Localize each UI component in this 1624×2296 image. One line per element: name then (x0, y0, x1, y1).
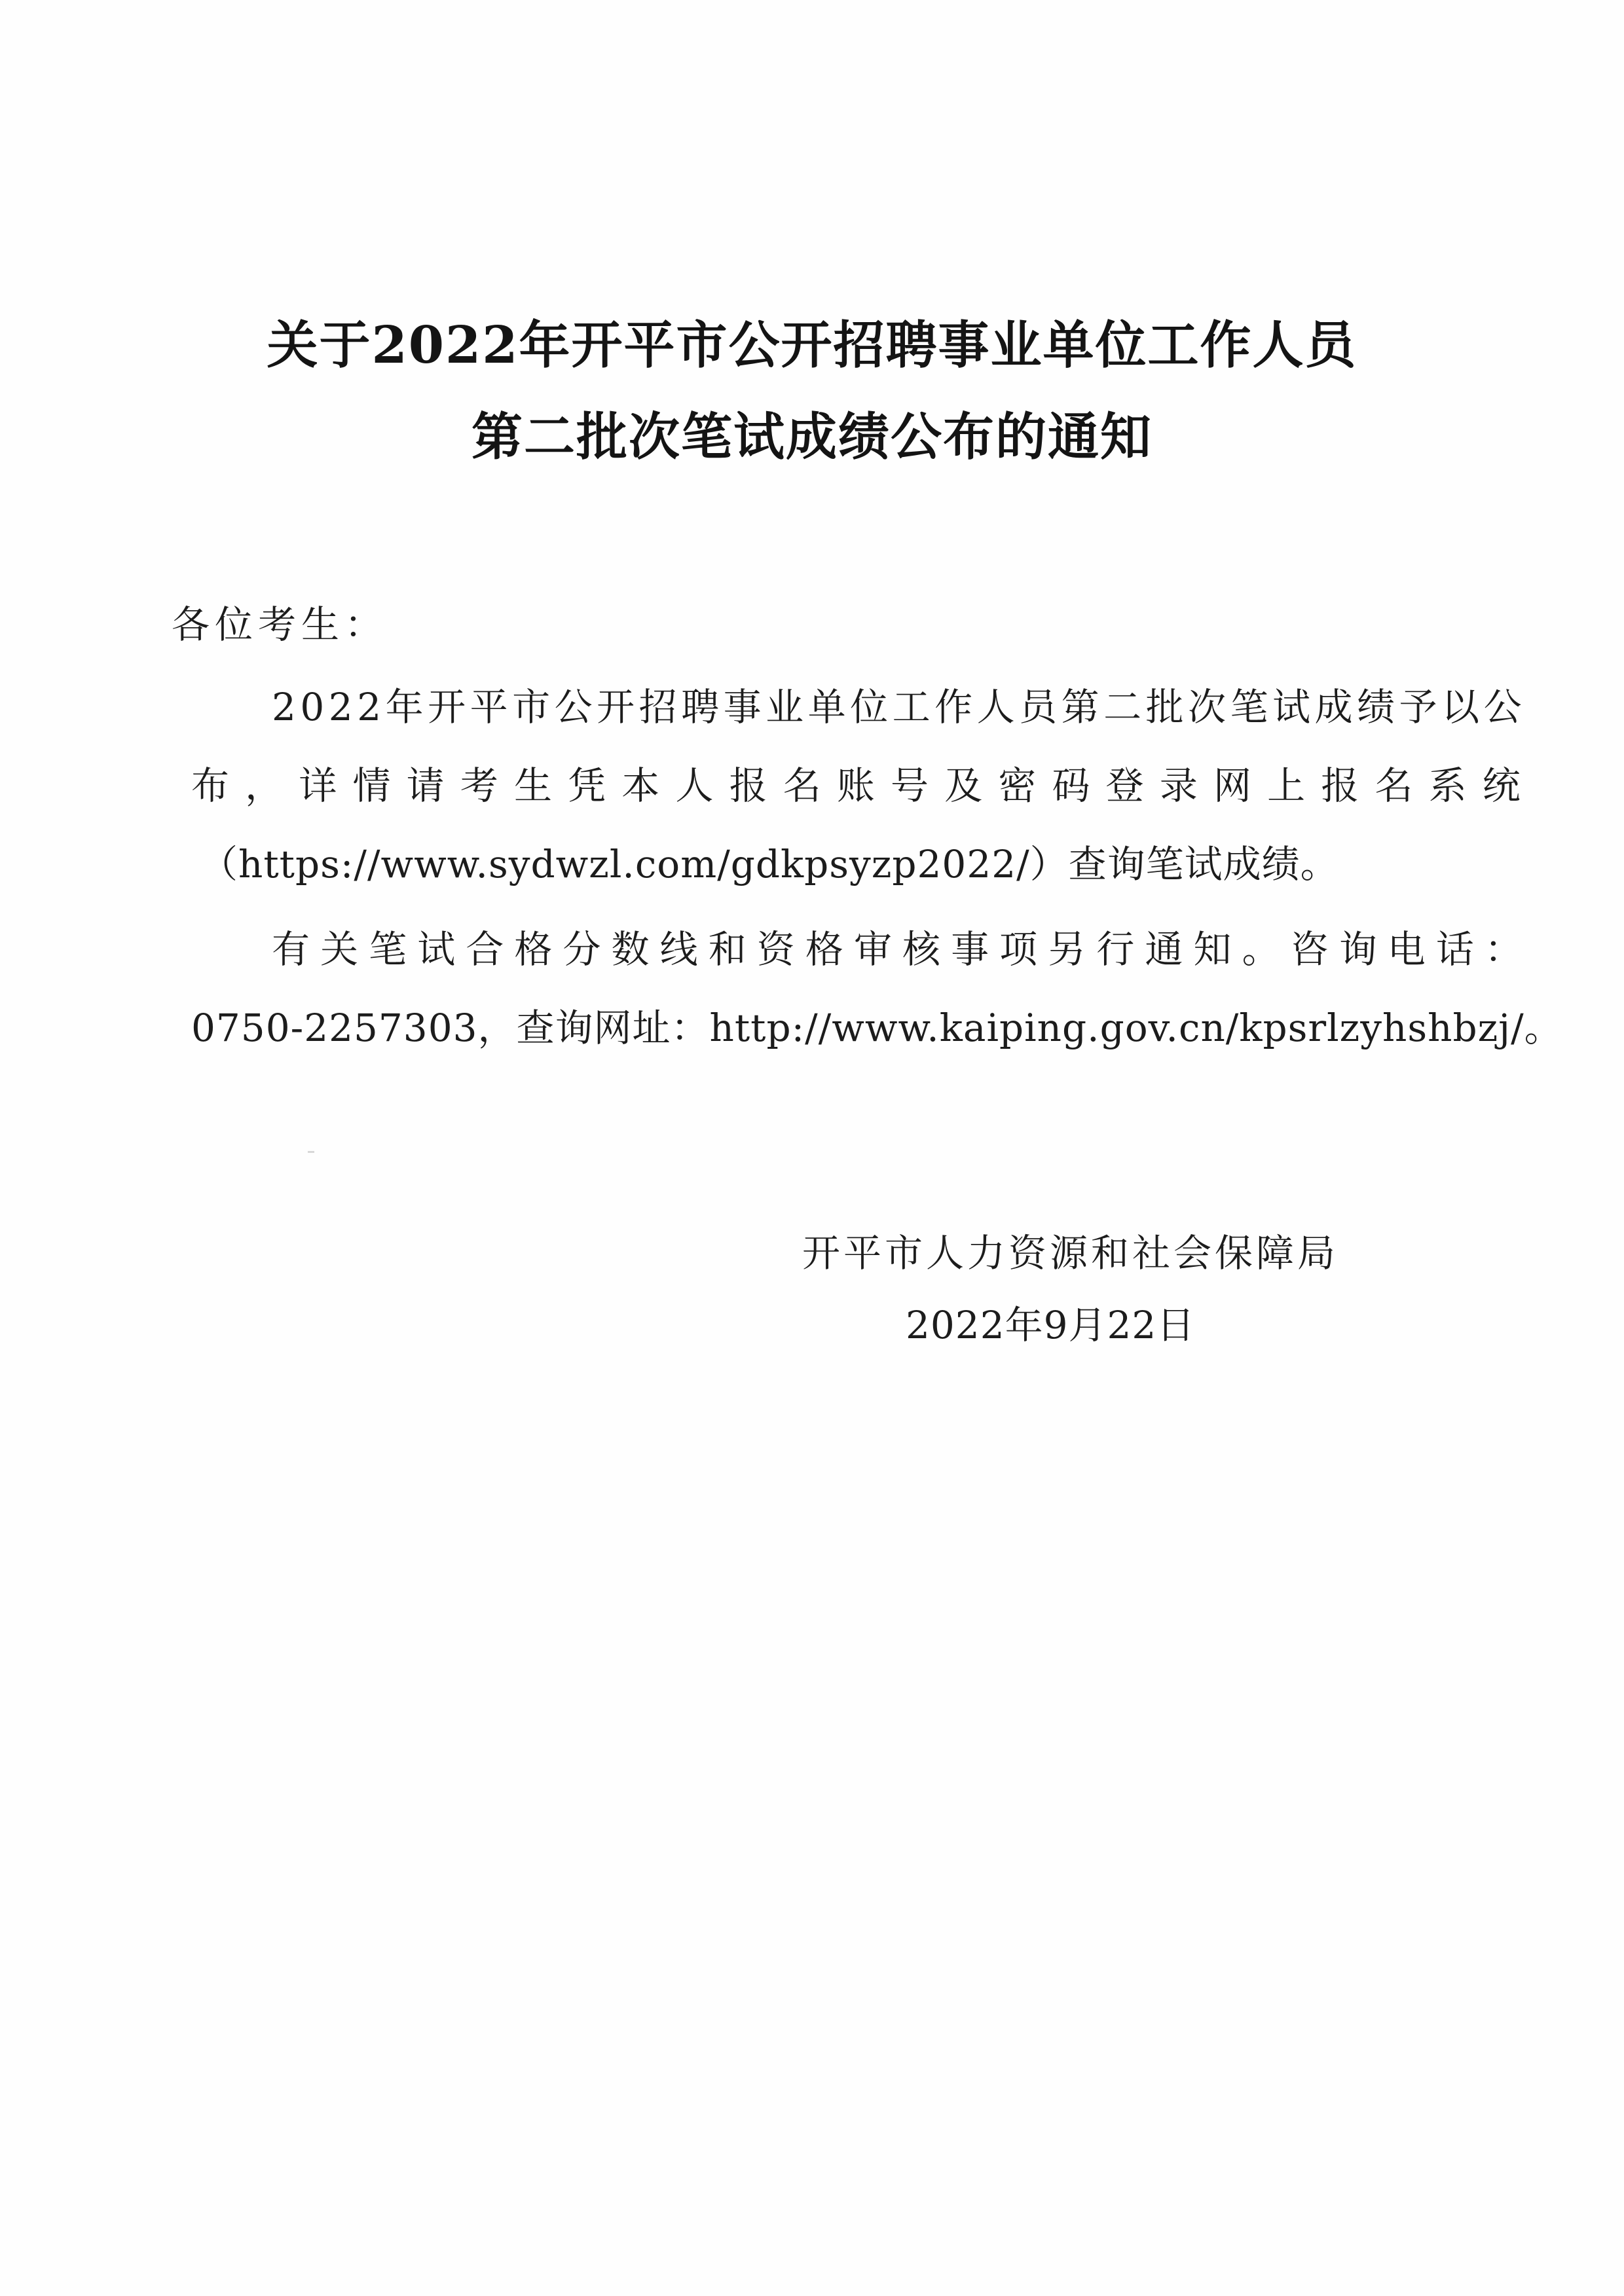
text-char: 关 (320, 927, 359, 972)
text-char: 码 (1052, 763, 1090, 808)
text-char: 报 (1321, 763, 1359, 808)
paragraph-1-line-1: 2022年开平市公开招聘事业单位工作人员第二批次笔试成绩予以公 (272, 685, 1526, 729)
text-char: 密 (998, 763, 1037, 808)
text-char: 名 (1375, 763, 1413, 808)
text-char: 网 (1213, 763, 1251, 808)
scan-speck (308, 1151, 314, 1153)
text-char: 合 (466, 927, 504, 972)
document-title-line-1: 关于2022年开平市公开招聘事业单位工作人员 (267, 316, 1357, 375)
text-char: 通 (1145, 927, 1183, 972)
text-char: 本 (621, 763, 660, 808)
text-char: 情 (352, 763, 391, 808)
text-char: 资 (756, 927, 795, 972)
text-char: 另 (1048, 927, 1086, 972)
paragraph-1-line-2 (191, 762, 1521, 809)
salutation: 各位考生： (172, 602, 388, 647)
text-char: 知 (1193, 927, 1232, 972)
text-char: 询 (1338, 927, 1377, 972)
text-char: 事 (951, 927, 989, 972)
text-char: 布 (191, 763, 230, 808)
text-char: 和 (708, 927, 747, 972)
text-char: 统 (1482, 763, 1521, 808)
text-char: 审 (853, 927, 892, 972)
document-title-line-2: 第二批次笔试成绩公布的通知 (471, 407, 1153, 467)
text-char: 。 (1242, 927, 1280, 972)
paragraph-1-line-3: （https://www.sydwzl.com/gdkpsyzp2022/）查询笔试成绩。 (200, 842, 1339, 886)
text-char: ： (1484, 927, 1522, 972)
text-char: 详 (299, 763, 337, 808)
text-char: 上 (1267, 763, 1306, 808)
paragraph-2-line-2: 0750-2257303，查询网址：http://www.kaiping.gov.cn/kpsrlzyhshbzj/。 (191, 1006, 1563, 1050)
text-char: 人 (675, 763, 714, 808)
signature-date: 2022年9月22日 (906, 1303, 1196, 1347)
text-char: 生 (513, 763, 552, 808)
text-char: 数 (611, 927, 650, 972)
text-char: 咨 (1290, 927, 1329, 972)
paragraph-2-line-1 (272, 926, 1522, 973)
text-char: 笔 (369, 927, 407, 972)
text-char: 及 (944, 763, 983, 808)
text-char: 号 (891, 763, 929, 808)
text-char: 项 (999, 927, 1038, 972)
text-char: 有 (272, 927, 310, 972)
text-char: 请 (406, 763, 445, 808)
text-char: 电 (1387, 927, 1426, 972)
text-char: 线 (659, 927, 698, 972)
text-char: 格 (514, 927, 553, 972)
text-char: 系 (1428, 763, 1467, 808)
text-char: ， (245, 763, 284, 808)
text-char: 话 (1435, 927, 1474, 972)
text-char: 登 (1105, 763, 1144, 808)
text-char: 名 (783, 763, 821, 808)
text-char: 格 (805, 927, 843, 972)
text-char: 凭 (568, 763, 606, 808)
text-char: 录 (1159, 763, 1198, 808)
text-char: 考 (460, 763, 498, 808)
text-char: 行 (1096, 927, 1135, 972)
signature-organization: 开平市人力资源和社会保障局 (802, 1231, 1339, 1275)
text-char: 账 (836, 763, 875, 808)
text-char: 核 (902, 927, 941, 972)
text-char: 报 (729, 763, 767, 808)
text-char: 分 (563, 927, 601, 972)
text-char: 试 (417, 927, 456, 972)
